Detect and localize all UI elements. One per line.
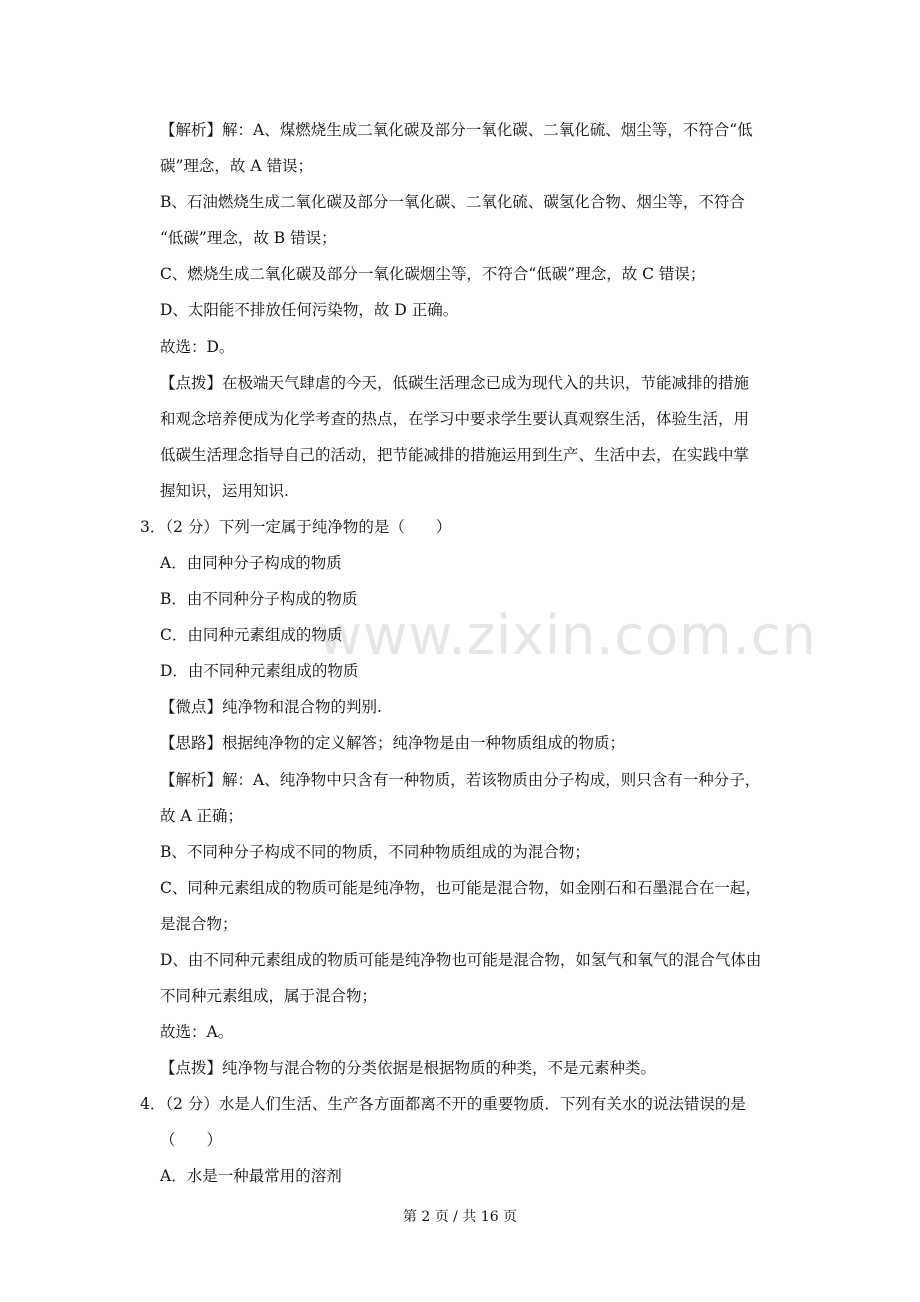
text-line: B、不同种分子构成不同的物质，不同种物质组成的为混合物； bbox=[160, 843, 590, 861]
text-line: D、由不同种元素组成的物质可能是纯净物也可能是混合物，如氢气和氧气的混合气体由 bbox=[160, 951, 762, 969]
page-footer: 第 2 页 / 共 16 页 bbox=[402, 1209, 518, 1225]
text-line: 和观念培养便成为化学考查的热点，在学习中要求学生要认真观察生活，体验生活，用 bbox=[160, 410, 750, 428]
text-line: D、太阳能不排放任何污染物，故 D 正确。 bbox=[160, 301, 459, 319]
text-line: B、石油燃烧生成二氧化碳及部分一氧化碳、二氧化硫、碳氢化合物、烟尘等，不符合 bbox=[160, 193, 745, 211]
text-line: “低碳”理念，故 B 错误； bbox=[160, 229, 337, 247]
text-line: 碳”理念，故 A 错误； bbox=[160, 157, 313, 175]
watermark: www.zixin.com.cn bbox=[318, 604, 817, 667]
text-line: C、同种元素组成的物质可能是纯净物，也可能是混合物，如金刚石和石墨混合在一起， bbox=[160, 879, 761, 897]
text-line: 【点拨】纯净物与混合物的分类依据是根据物质的种类，不是元素种类。 bbox=[160, 1059, 657, 1077]
option-b: B．由不同种分子构成的物质 bbox=[160, 590, 358, 608]
text-line: （ ） bbox=[160, 1131, 223, 1149]
text-line: 【思路】根据纯净物的定义解答；纯净物是由一种物质组成的物质； bbox=[160, 734, 626, 752]
option-d: D．由不同种元素组成的物质 bbox=[160, 662, 359, 680]
text-line: 故 A 正确； bbox=[160, 807, 244, 825]
text-line: 是混合物； bbox=[160, 915, 238, 933]
text-line: 低碳生活理念指导自己的活动，把节能减排的措施运用到生产、生活中去，在实践中掌 bbox=[160, 446, 750, 464]
text-line: C、燃烧生成二氧化碳及部分一氧化碳烟尘等，不符合“低碳”理念，故 C 错误； bbox=[160, 265, 706, 283]
text-line: 【点拨】在极端天气肆虐的今天，低碳生活理念已成为现代入的共识，节能减排的措施 bbox=[160, 374, 750, 392]
text-line: 不同种元素组成，属于混合物； bbox=[160, 987, 378, 1005]
option-a: A．由同种分子构成的物质 bbox=[160, 554, 342, 572]
option-a: A．水是一种最常用的溶剂 bbox=[160, 1167, 342, 1185]
text-line: 故选：A。 bbox=[160, 1023, 234, 1041]
option-c: C．由同种元素组成的物质 bbox=[160, 626, 343, 644]
text-line: 【解析】解：A、煤燃烧生成二氧化碳及部分一氧化碳、二氧化硫、烟尘等，不符合“低 bbox=[160, 121, 753, 139]
text-line: 【解析】解：A、纯净物中只含有一种物质，若该物质由分子构成，则只含有一种分子， bbox=[160, 771, 761, 789]
question-stem: 3．（2 分）下列一定属于纯净物的是（ ） bbox=[140, 518, 452, 536]
text-line: 故选：D。 bbox=[160, 338, 235, 356]
text-line: 握知识，运用知识. bbox=[160, 482, 289, 500]
text-line: 【微点】纯净物和混合物的判别. bbox=[160, 698, 382, 716]
question-stem: 4．（2 分）水是人们生活、生产各方面都离不开的重要物质．下列有关水的说法错误的是 bbox=[140, 1095, 746, 1113]
